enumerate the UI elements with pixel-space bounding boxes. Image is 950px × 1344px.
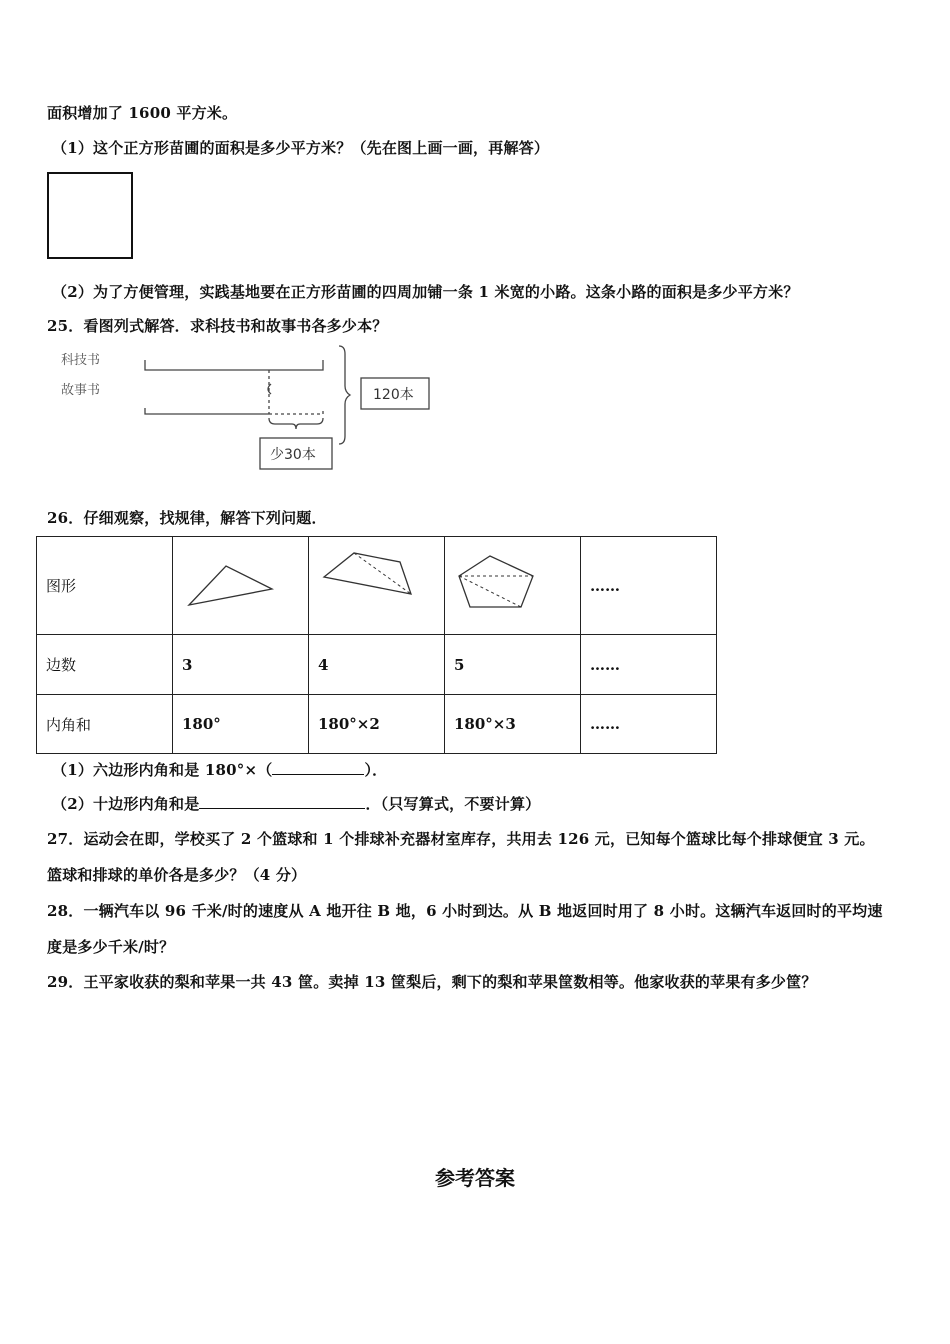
total-brace xyxy=(339,346,350,444)
q25-question: 25．看图列式解答．求科技书和故事书各多少本？ xyxy=(47,317,388,335)
shape-quadrilateral xyxy=(309,537,445,635)
answer-blank[interactable] xyxy=(272,760,364,775)
angle-sum-value: 180° xyxy=(173,695,309,754)
q27-line2: 篮球和排球的单价各是多少？（4 分） xyxy=(47,866,307,884)
q26-part1 xyxy=(52,759,387,780)
q26-part2-suffix: ．（只写算式，不要计算） xyxy=(365,795,541,813)
answer-section-title: 参考答案 xyxy=(435,1166,515,1190)
angle-sum-value: 180°×2 xyxy=(309,695,445,754)
shape-triangle xyxy=(173,537,309,635)
difference-box-label: 少30本 xyxy=(270,447,316,463)
angle-sum-value: 180°×3 xyxy=(445,695,581,754)
answer-blank[interactable] xyxy=(199,794,365,809)
difference-brace xyxy=(269,418,323,429)
shape-pentagon xyxy=(445,537,581,635)
label-story-books: 故事书 xyxy=(61,383,101,398)
q28-line2: 度是多少千米/时？ xyxy=(47,938,175,956)
book-bar-diagram xyxy=(55,342,445,472)
row-label-angle-sum: 内角和 xyxy=(37,695,173,754)
q24-part2: （2）为了方便管理，实践基地要在正方形苗圃的四周加铺一条 1 米宽的小路。这条小路的面积是多少平方米？ xyxy=(52,283,799,301)
sides-value: 4 xyxy=(309,635,445,695)
total-box-label: 120本 xyxy=(373,387,414,403)
nursery-square-figure xyxy=(47,172,133,259)
q26-part1-suffix: ）． xyxy=(364,761,388,779)
q26-part1-prefix: （1）六边形内角和是 180°×（ xyxy=(52,761,273,779)
q27-line1: 27．运动会在即，学校买了 2 个篮球和 1 个排球补充器材室库存，共用去 126 元，已知每个篮球比每个排球便宜 3 元。 xyxy=(47,830,875,848)
q26-part2 xyxy=(52,793,540,814)
q24-part1: （1）这个正方形苗圃的面积是多少平方米？（先在图上画一画，再解答） xyxy=(52,139,550,157)
story-book-missing-part xyxy=(269,408,323,414)
science-book-bar xyxy=(145,360,323,370)
sides-value: 3 xyxy=(173,635,309,695)
row-label-sides: 边数 xyxy=(37,635,173,695)
sides-value: 5 xyxy=(445,635,581,695)
q29-question: 29．王平家收获的梨和苹果一共 43 筐。卖掉 13 筐梨后，剩下的梨和苹果筐数相等。他家收获的苹果有多少筐？ xyxy=(47,973,817,991)
label-science-books: 科技书 xyxy=(61,353,101,368)
q26-part2-prefix: （2）十边形内角和是 xyxy=(52,795,200,813)
row-label-shape: 图形 xyxy=(37,537,173,635)
q26-question: 26．仔细观察，找规律，解答下列问题． xyxy=(47,509,327,527)
story-book-bar xyxy=(145,408,269,414)
polygon-pattern-table xyxy=(36,536,717,754)
shape-ellipsis: …… xyxy=(581,537,717,635)
q24-continuation: 面积增加了 1600 平方米。 xyxy=(47,104,238,122)
angle-sum-value: …… xyxy=(581,695,717,754)
sides-value: …… xyxy=(581,635,717,695)
q28-line1: 28．一辆汽车以 96 千米/时的速度从 A 地开往 B 地，6 小时到达。从 B 地返回时用了 8 小时。这辆汽车返回时的平均速 xyxy=(47,902,883,920)
